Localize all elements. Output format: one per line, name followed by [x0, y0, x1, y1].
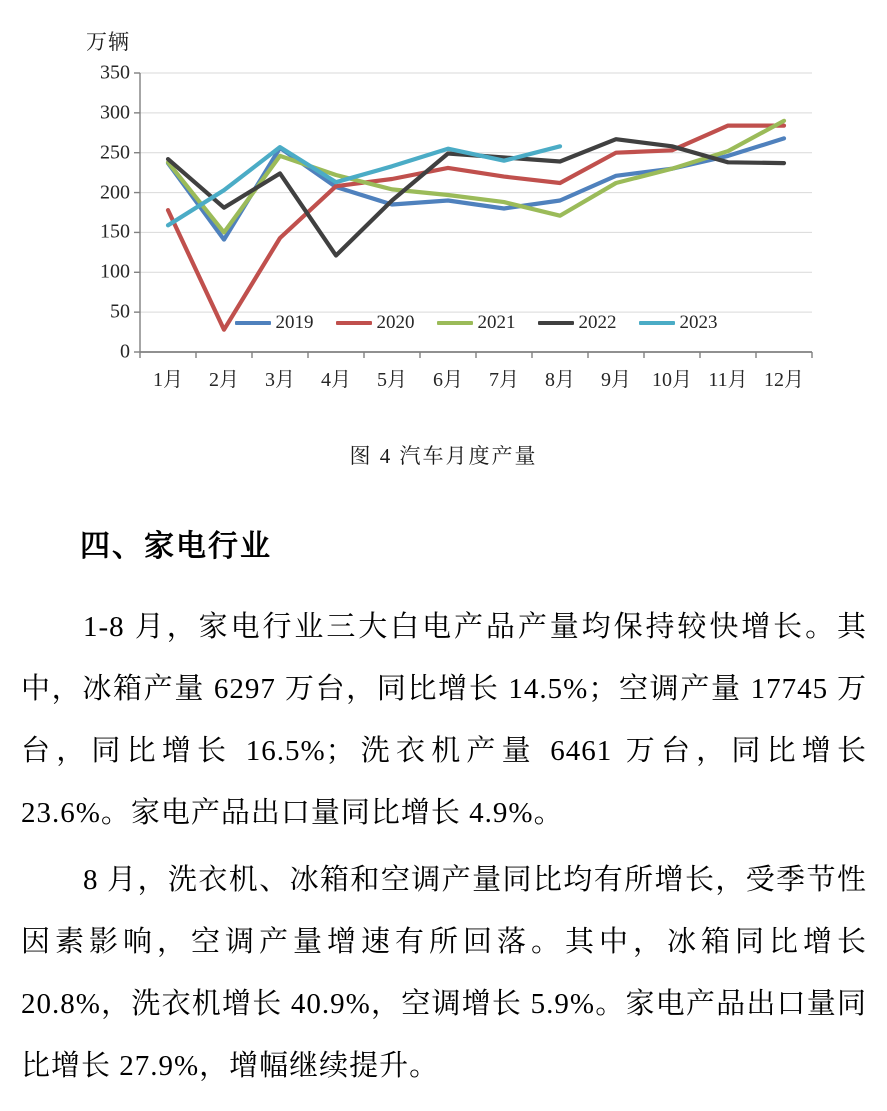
figure-4-line-chart [0, 0, 887, 420]
x-tick-label-1: 1月 [153, 369, 183, 391]
body-paragraph-2: 8 月，洗衣机、冰箱和空调产量同比均有所增长，受季节性因素影响，空调产量增速有所回落。其中，冰箱同比增长 20.8%，洗衣机增长 40.9%，空调增长 5.9%。家电产品出口量同比增长 27.9%，增幅继续提升。 [21, 864, 867, 1082]
figure-caption: 图 4 汽车月度产量 [349, 444, 538, 468]
legend-label: 2021 [477, 312, 516, 333]
y-tick-label-300: 300 [100, 101, 130, 124]
legend-item-2023 [639, 312, 718, 334]
y-tick-label-350: 350 [100, 61, 130, 84]
x-tick-label-2: 2月 [209, 369, 239, 391]
legend-label: 2020 [376, 312, 415, 333]
x-tick-label-5: 5月 [377, 369, 407, 391]
legend-line-icon [538, 321, 574, 325]
legend-line-icon [336, 321, 372, 325]
x-tick-label-10: 10月 [652, 369, 692, 391]
y-tick-label-250: 250 [100, 141, 130, 164]
legend-line-icon [437, 321, 473, 325]
y-axis-unit-label: 万辆 [86, 30, 130, 54]
x-tick-label-11: 11月 [708, 369, 748, 391]
chart-legend [140, 311, 812, 335]
legend-line-icon [235, 321, 271, 325]
chart-canvas [0, 0, 887, 420]
x-tick-label-12: 12月 [764, 369, 804, 391]
legend-label: 2019 [275, 312, 314, 333]
legend-item-2021 [437, 312, 516, 334]
x-tick-label-4: 4月 [321, 369, 351, 391]
x-tick-label-7: 7月 [489, 369, 519, 391]
legend-label: 2023 [679, 312, 718, 333]
series-line-2023 [168, 146, 560, 225]
section-heading: 四、家电行业 [80, 530, 272, 563]
legend-line-icon [639, 321, 675, 325]
y-tick-label-150: 150 [100, 220, 130, 243]
y-tick-label-0: 0 [120, 340, 130, 363]
y-tick-label-200: 200 [100, 181, 130, 204]
legend-label: 2022 [578, 312, 617, 333]
legend-item-2019 [235, 312, 314, 334]
y-tick-label-50: 50 [110, 300, 130, 323]
legend-item-2020 [336, 312, 415, 334]
x-tick-label-9: 9月 [601, 369, 631, 391]
x-tick-label-3: 3月 [265, 369, 295, 391]
y-tick-label-100: 100 [100, 260, 130, 283]
body-paragraph-1: 1-8 月，家电行业三大白电产品产量均保持较快增长。其中，冰箱产量 6297 万台，同比增长 14.5%；空调产量 17745 万台，同比增长 16.5%；洗衣机产量 6461 万台，同比增长 23.6%。家电产品出口量同比增长 4.9%。 [21, 611, 867, 829]
x-tick-label-6: 6月 [433, 369, 463, 391]
x-tick-label-8: 8月 [545, 369, 575, 391]
legend-item-2022 [538, 312, 617, 334]
